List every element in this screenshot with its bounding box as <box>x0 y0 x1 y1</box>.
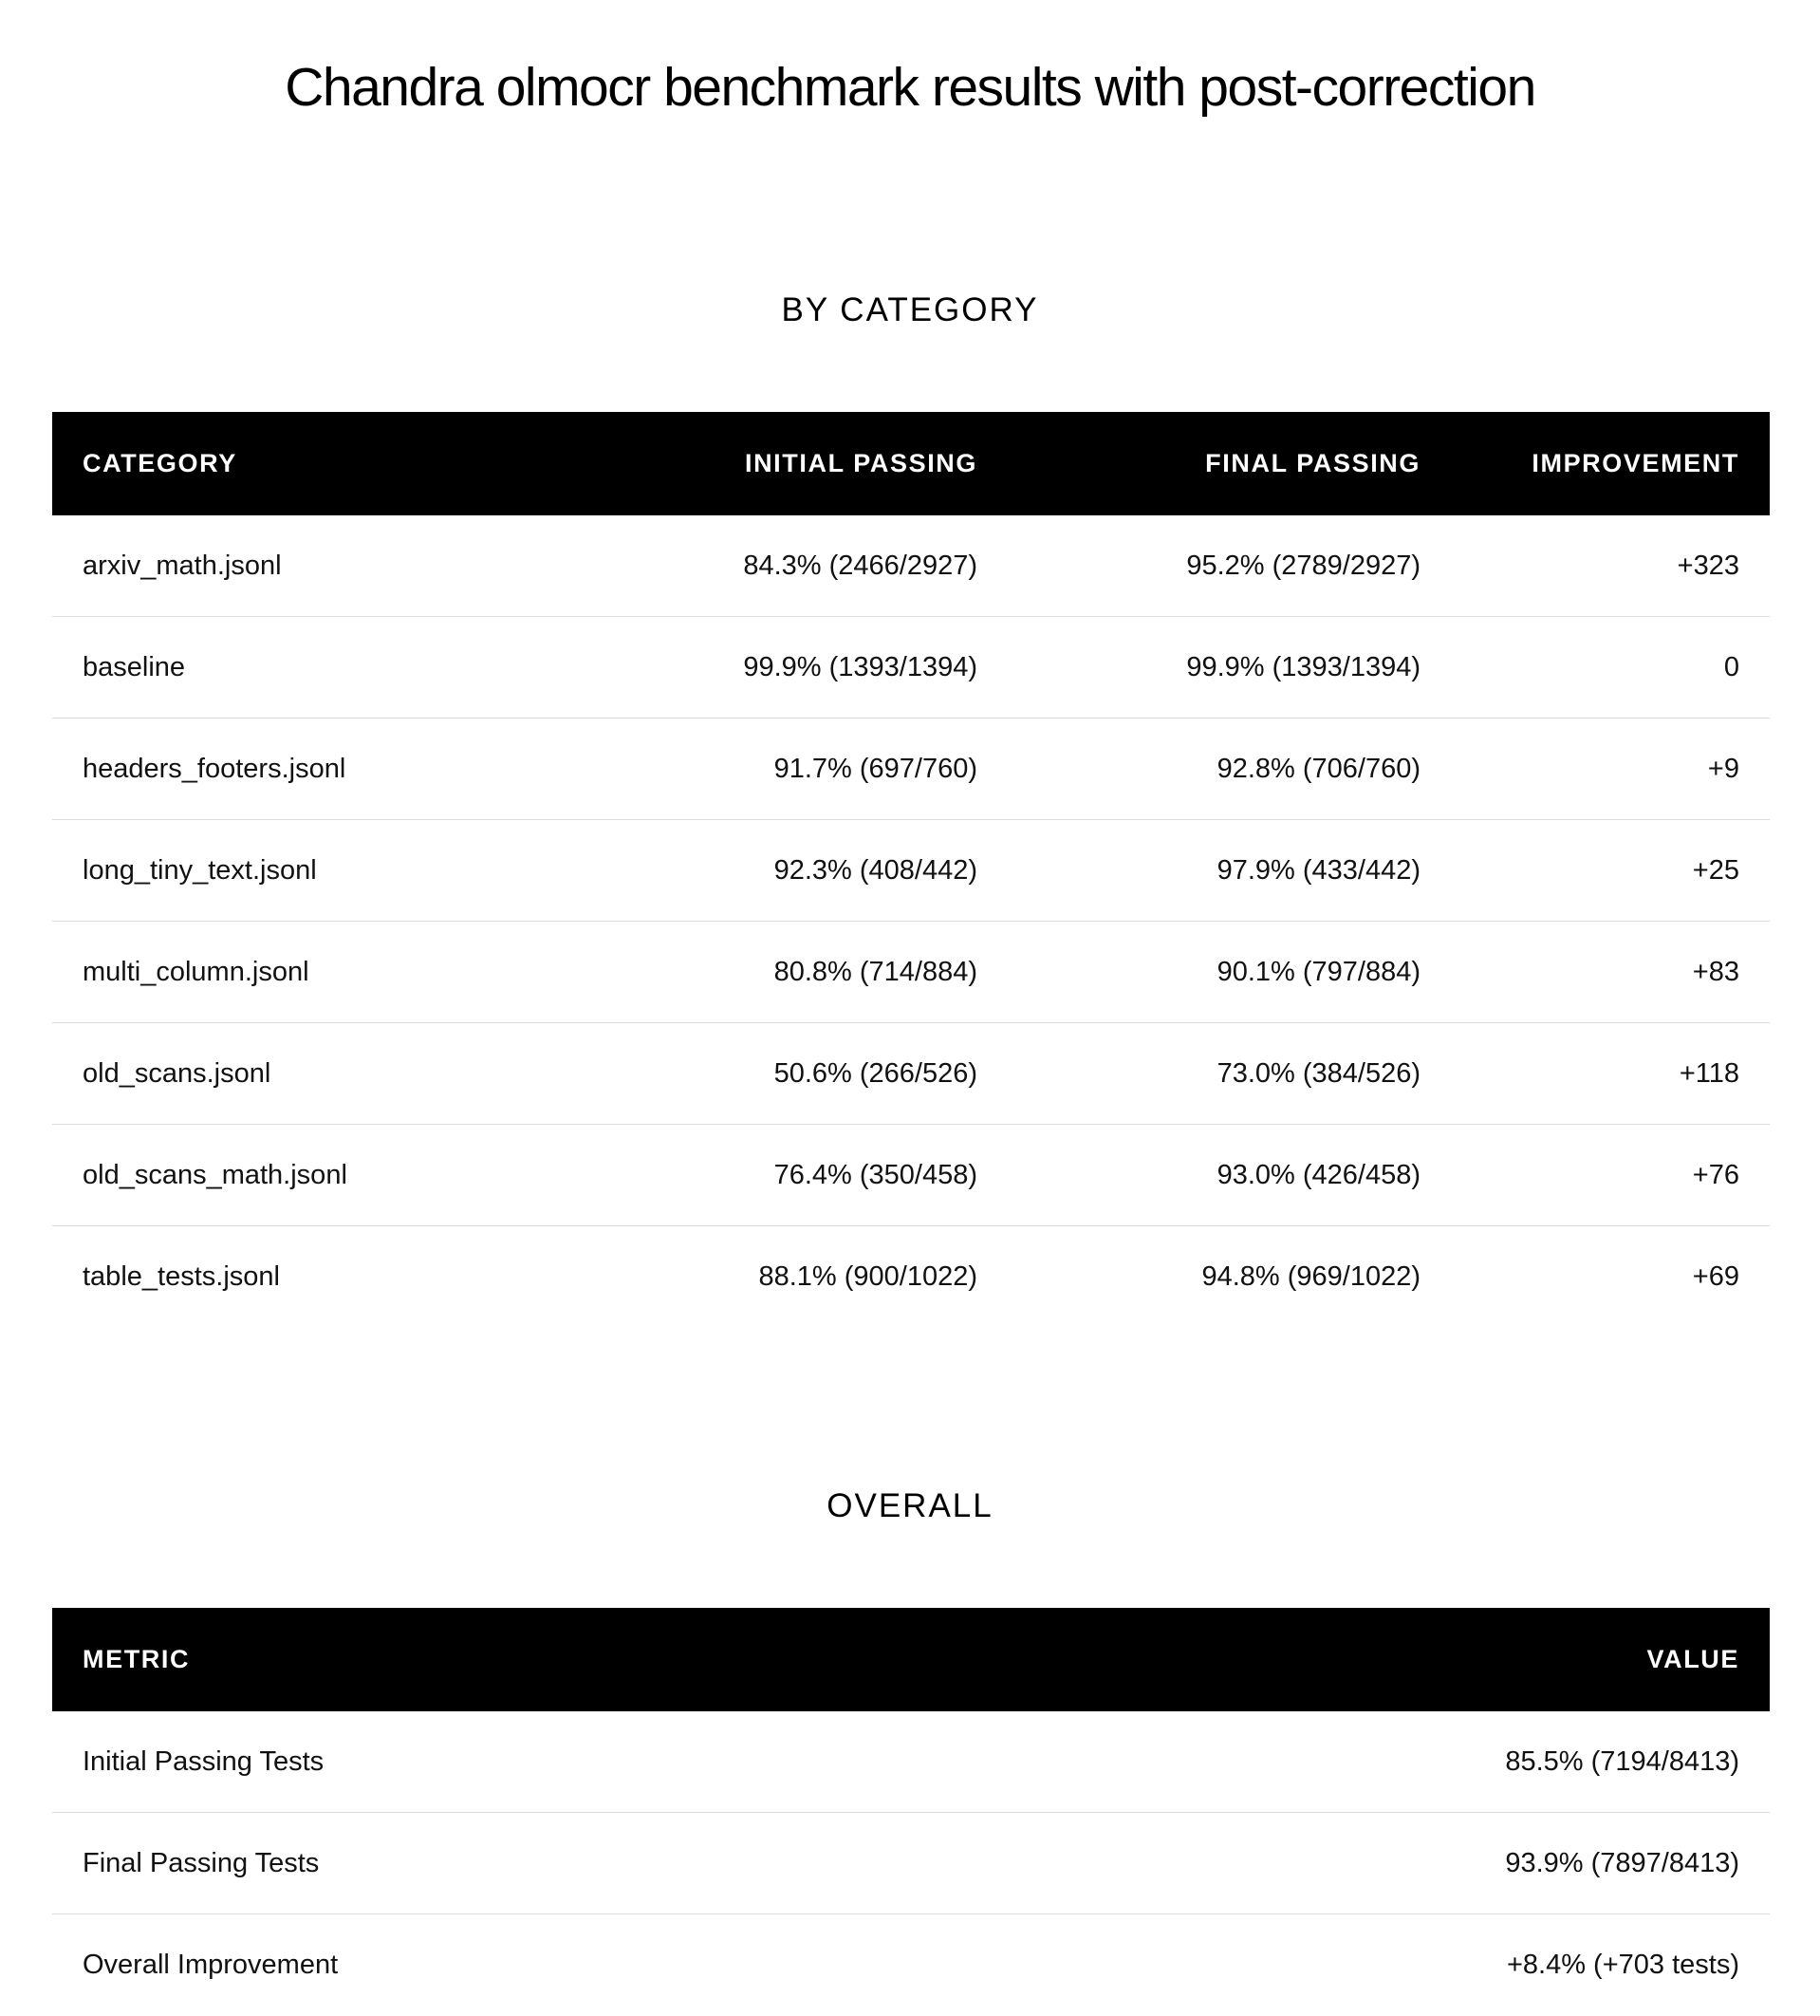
category-cell: table_tests.jsonl <box>83 1260 280 1292</box>
initial-passing-cell: 80.8% (714/884) <box>565 922 1008 1023</box>
improvement-cell: +9 <box>1451 719 1770 820</box>
final-passing-cell: 99.9% (1393/1394) <box>1008 617 1451 719</box>
table-row <box>52 617 1770 719</box>
improvement-cell: +118 <box>1451 1023 1770 1125</box>
overall-results-table <box>52 1608 1770 2015</box>
final-passing-cell: 95.2% (2789/2927) <box>1008 515 1451 617</box>
category-cell: old_scans_math.jsonl <box>52 1125 565 1226</box>
category-results-table <box>52 412 1770 1327</box>
table-row <box>52 922 1770 1023</box>
column-header-improvement: IMPROVEMENT <box>1532 449 1739 477</box>
improvement-cell: +76 <box>1451 1125 1770 1226</box>
category-cell: long_tiny_text.jsonl <box>52 820 565 922</box>
table-row <box>52 1226 1770 1328</box>
column-header-final-passing: FINAL PASSING <box>1205 449 1421 477</box>
improvement-cell: +323 <box>1451 515 1770 617</box>
category-cell: headers_footers.jsonl <box>52 719 565 820</box>
initial-passing-cell: 99.9% (1393/1394) <box>565 617 1008 719</box>
initial-passing-cell: 84.3% (2466/2927) <box>565 515 1008 617</box>
table-row <box>52 515 1770 617</box>
final-passing-cell: 93.0% (426/458) <box>1008 1125 1451 1226</box>
final-passing-cell: 94.8% (969/1022) <box>1201 1260 1421 1292</box>
initial-passing-cell: 91.7% (697/760) <box>565 719 1008 820</box>
section-title-by-category: BY CATEGORY <box>781 291 1039 328</box>
section-title-overall: OVERALL <box>826 1487 994 1524</box>
category-table-header-row <box>52 412 1770 515</box>
value-cell: 93.9% (7897/8413) <box>911 1813 1770 1914</box>
metric-cell: Final Passing Tests <box>52 1813 911 1914</box>
column-header-initial-passing: INITIAL PASSING <box>744 449 977 477</box>
improvement-cell: +83 <box>1451 922 1770 1023</box>
overall-improvement-value: +8.4% (+703 tests) <box>1506 1949 1739 1980</box>
column-header-metric: METRIC <box>83 1645 191 1673</box>
category-cell: baseline <box>52 617 565 719</box>
initial-passing-cell: 76.4% (350/458) <box>565 1125 1008 1226</box>
overall-table-header-row <box>52 1608 1770 1711</box>
table-row <box>52 1023 1770 1125</box>
final-passing-cell: 97.9% (433/442) <box>1008 820 1451 922</box>
page-title: Chandra olmocr benchmark results with post-correction <box>285 57 1535 118</box>
column-header-value: VALUE <box>1646 1645 1739 1673</box>
table-row <box>52 1711 1770 1813</box>
final-passing-cell: 73.0% (384/526) <box>1008 1023 1451 1125</box>
table-row <box>52 1914 1770 2016</box>
initial-passing-cell: 88.1% (900/1022) <box>758 1260 977 1292</box>
improvement-cell: 0 <box>1451 617 1770 719</box>
column-header-category: CATEGORY <box>83 449 237 477</box>
final-passing-cell: 92.8% (706/760) <box>1008 719 1451 820</box>
initial-passing-cell: 50.6% (266/526) <box>565 1023 1008 1125</box>
initial-passing-cell: 92.3% (408/442) <box>565 820 1008 922</box>
table-row <box>52 820 1770 922</box>
improvement-cell: +25 <box>1451 820 1770 922</box>
table-row <box>52 1813 1770 1914</box>
metric-cell: Initial Passing Tests <box>52 1711 911 1813</box>
table-row <box>52 719 1770 820</box>
category-cell: multi_column.jsonl <box>52 922 565 1023</box>
category-cell: arxiv_math.jsonl <box>52 515 565 617</box>
improvement-cell: +69 <box>1692 1260 1739 1292</box>
final-passing-cell: 90.1% (797/884) <box>1008 922 1451 1023</box>
category-cell: old_scans.jsonl <box>52 1023 565 1125</box>
value-cell: 85.5% (7194/8413) <box>911 1711 1770 1813</box>
table-row <box>52 1125 1770 1226</box>
metric-cell: Overall Improvement <box>83 1949 339 1980</box>
